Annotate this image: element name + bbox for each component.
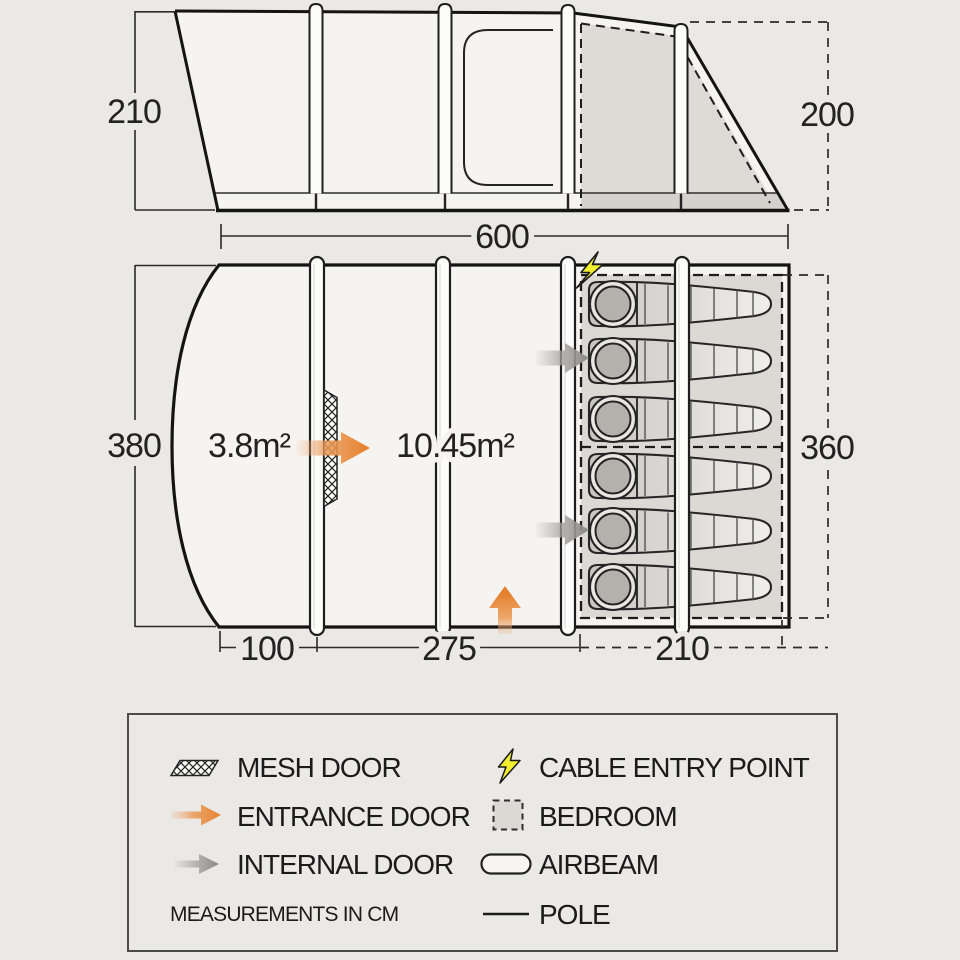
bedroom-width-label: 210: [655, 630, 709, 668]
legend-measurements-note: MEASUREMENTS IN CM: [170, 903, 399, 926]
legend-bedroom-label: BEDROOM: [539, 801, 677, 832]
entrance-door-icon: [170, 801, 222, 829]
airbeam-side-4: [675, 24, 688, 194]
side-groundsheet-strip: [581, 194, 785, 210]
airbeam-side-1: [310, 4, 323, 194]
side-height-right-label: 200: [800, 96, 854, 134]
airbeam-icon: [480, 853, 532, 875]
legend-entrance-door-label: ENTRANCE DOOR: [237, 801, 470, 832]
pole-icon: [482, 911, 530, 917]
airbeam-plan-3: [561, 257, 575, 635]
legend-pole-label: POLE: [539, 899, 610, 930]
porch-width-label: 100: [240, 630, 294, 668]
side-width-label: 600: [475, 218, 529, 256]
legend-mesh-door-label: MESH DOOR: [237, 752, 401, 783]
legend-cable-entry-label: CABLE ENTRY POINT: [539, 752, 809, 783]
side-height-left-label: 210: [107, 93, 161, 131]
mesh-door-icon: [169, 759, 221, 777]
internal-door-icon: [174, 851, 220, 877]
cable-entry-point-legend-icon: [496, 748, 522, 784]
side-view: [107, 4, 854, 256]
living-width-label: 275: [422, 630, 476, 668]
airbeam-side-2: [439, 4, 452, 194]
airbeam-side-3: [562, 5, 575, 194]
bedroom-depth-label: 360: [800, 429, 854, 467]
airbeam-plan-4: [675, 257, 689, 635]
bedroom-icon: [492, 799, 524, 831]
floorplan-depth-label: 380: [107, 427, 161, 465]
legend-airbeam-label: AIRBEAM: [539, 849, 659, 880]
legend-internal-door-label: INTERNAL DOOR: [237, 849, 454, 880]
legend-box: [127, 713, 838, 952]
floor-plan: [107, 252, 854, 668]
porch-area-label: 3.8m²: [208, 427, 290, 465]
living-area-label: 10.45m²: [396, 427, 514, 465]
